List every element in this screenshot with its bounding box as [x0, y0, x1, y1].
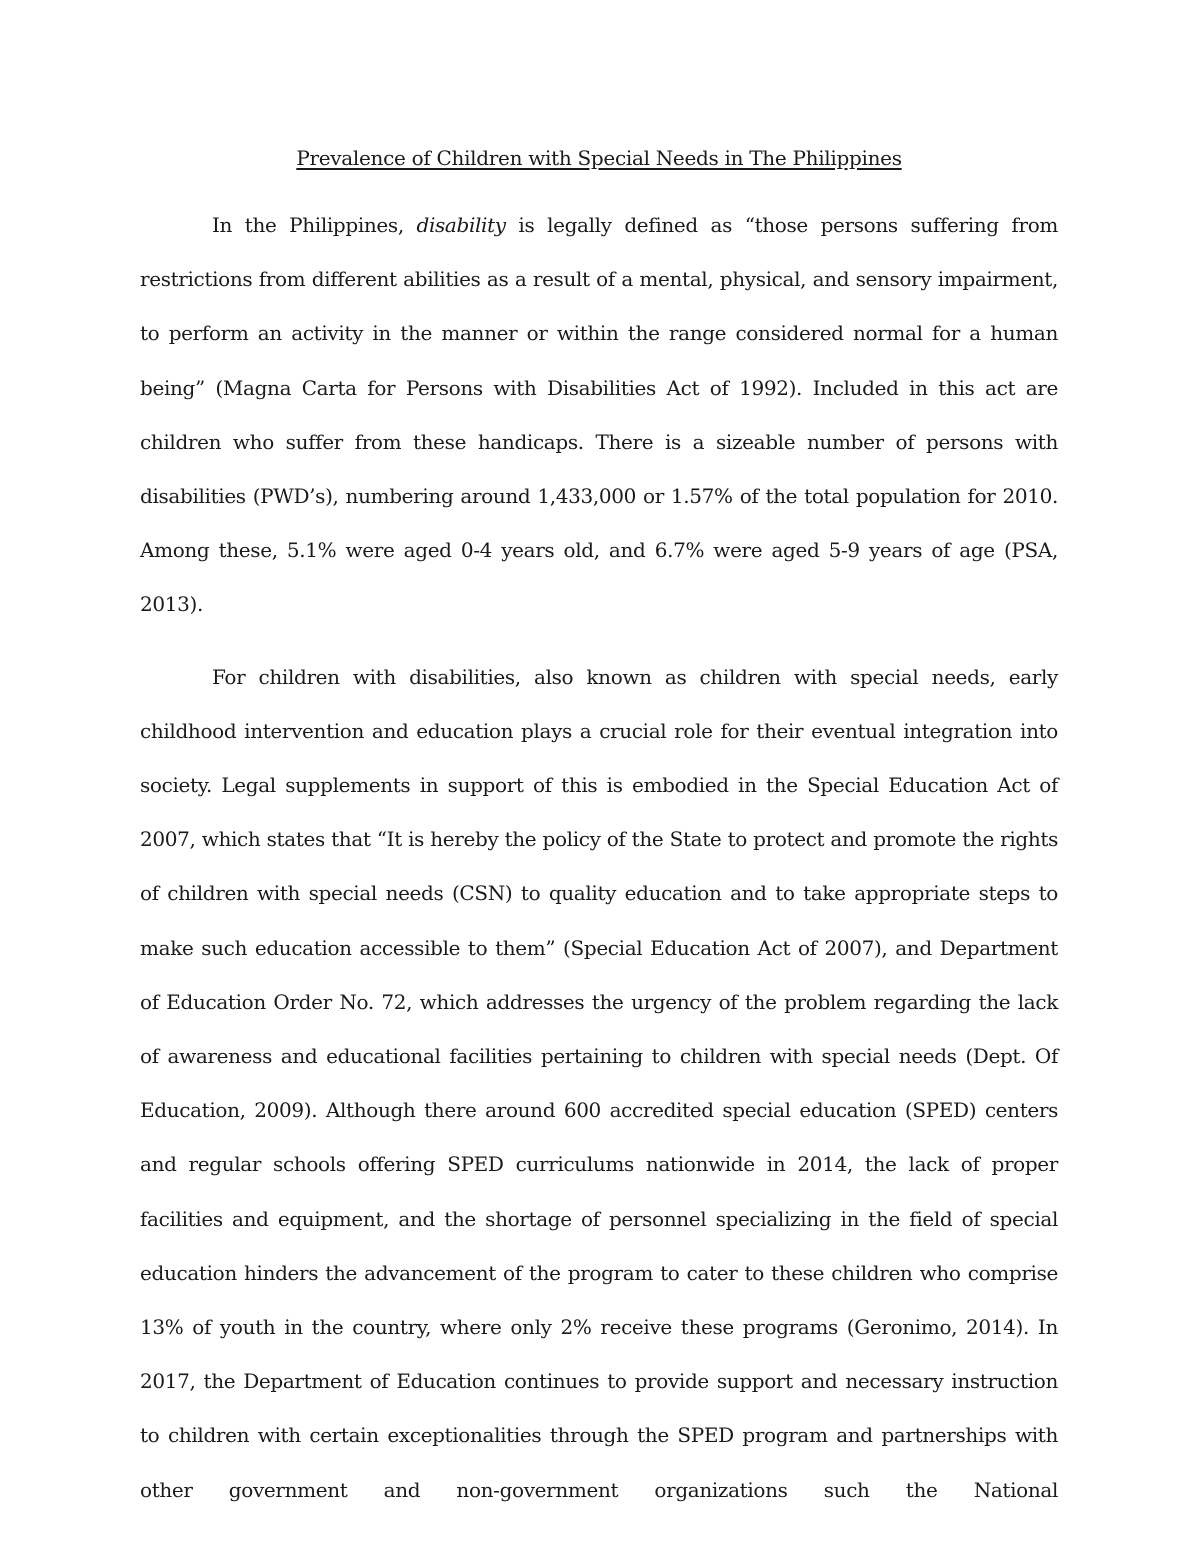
paragraph-definition [140, 198, 1058, 632]
document-body [140, 198, 1058, 1517]
paragraph-special-education: For children with disabilities, also known as children with special needs, early childhood intervention and education plays a crucial role for their eventual integration into society. Legal supplements in support of this is embodied in the Special Education Act of 2007, which states that “It is hereby the policy of the State to protect and promote the rights of children with special needs (CSN) to quality education and to take appropriate steps to make such education accessible to them” (Special Education Act of 2007), and Department of Education Order No. 72, which addresses the urgency of the problem regarding the lack of awareness and educational facilities pertaining to children with special needs (Dept. Of Education, 2009). Although there around 600 accredited special education (SPED) centers and regular schools offering SPED curriculums nationwide in 2014, the lack of proper facilities and equipment, and the shortage of personnel specializing in the field of special education hinders the advancement of the program to cater to these children who comprise 13% of youth in the country, where only 2% receive these programs (Geronimo, 2014). In 2017, the Department of Education continues to provide support and necessary instruction to children with certain exceptionalities through the SPED program and partnerships with other government and non-government organizations such the National [140, 664, 1058, 1502]
document-title: Prevalence of Children with Special Needs in The Philippines [296, 146, 902, 170]
paragraph-lead: In the Philippines, [212, 213, 417, 237]
paragraph-body: is legally defined as “those persons suffering from restrictions from different abilities as a result of a mental, physical, and sensory impairment, to perform an activity in the manner or within the range considered normal for a human being” (Magna Carta for Persons with Disabilities Act of 1992). Included in this act are children who suffer from these handicaps. There is a sizeable number of persons with disabilities (PWD’s), numbering around 1,433,000 or 1.57% of the total population for 2010. Among these, 5.1% were aged 0-4 years old, and 6.7% were aged 5-9 years of age (PSA, 2013). [140, 213, 1058, 617]
defined-term: disability [416, 213, 506, 237]
